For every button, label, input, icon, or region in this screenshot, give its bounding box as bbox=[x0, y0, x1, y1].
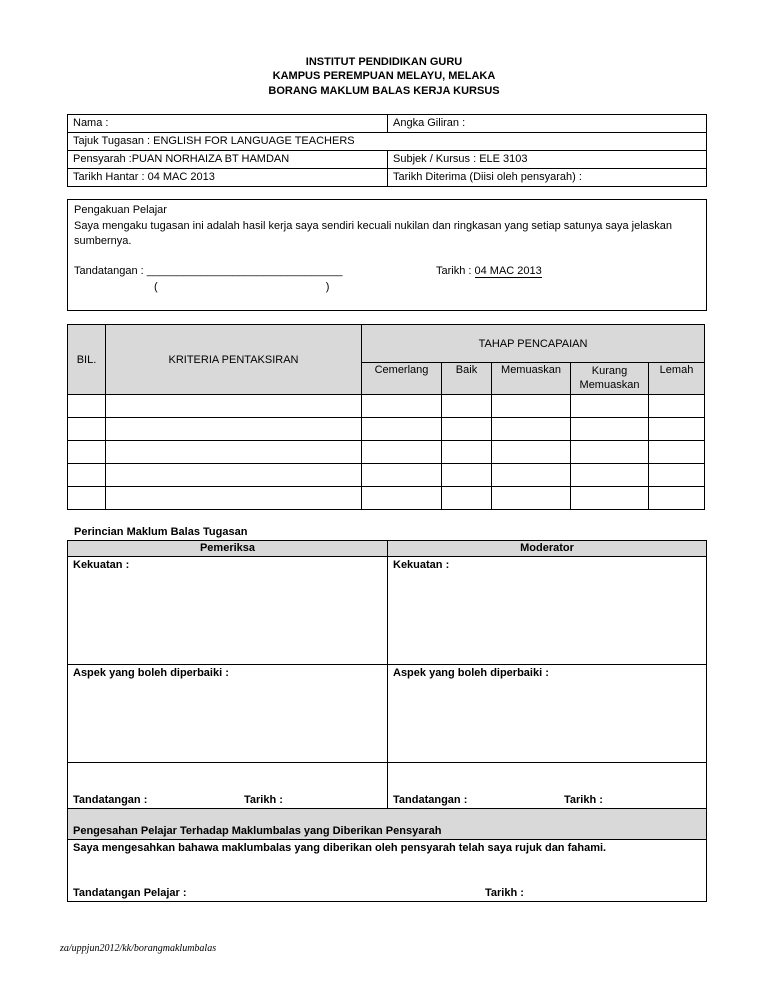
cell[interactable] bbox=[571, 464, 649, 487]
table-row bbox=[68, 418, 705, 441]
table-row bbox=[68, 464, 705, 487]
cell[interactable] bbox=[362, 395, 442, 418]
cell[interactable] bbox=[492, 464, 571, 487]
pengakuan-date-label: Tarikh : bbox=[436, 265, 475, 277]
pengakuan-signature-line[interactable]: Tandatangan : ________________________________ bbox=[74, 265, 343, 277]
pengakuan-box bbox=[67, 199, 707, 311]
cell[interactable] bbox=[362, 441, 442, 464]
cell[interactable] bbox=[649, 441, 705, 464]
cell[interactable] bbox=[492, 418, 571, 441]
table-row bbox=[68, 441, 705, 464]
feedback-section-title: Perincian Maklum Balas Tugasan bbox=[74, 526, 248, 538]
table-row bbox=[68, 395, 705, 418]
pengakuan-text: Saya mengaku tugasan ini adalah hasil kerja saya sendiri kecuali nukilan dan ringkasan yang setiap satunya saya jelaskan sumbernya. bbox=[74, 220, 673, 247]
cell[interactable] bbox=[68, 487, 106, 510]
cell[interactable] bbox=[571, 487, 649, 510]
bil-header: BIL. bbox=[68, 325, 106, 395]
pemeriksa-header: Pemeriksa bbox=[68, 541, 388, 557]
pengakuan-date bbox=[436, 265, 542, 277]
pengesahan-title: Pengesahan Pelajar Terhadap Maklumbalas yang Diberikan Pensyarah bbox=[68, 809, 707, 840]
moderator-tandatangan-label: Tandatangan : bbox=[393, 794, 468, 806]
moderator-signature[interactable] bbox=[388, 763, 707, 809]
cell[interactable] bbox=[649, 395, 705, 418]
cell[interactable] bbox=[571, 418, 649, 441]
cell[interactable] bbox=[649, 418, 705, 441]
pengesahan-tarikh-label: Tarikh : bbox=[485, 887, 524, 899]
cell[interactable] bbox=[442, 395, 492, 418]
cell[interactable] bbox=[442, 441, 492, 464]
tahap-header: TAHAP PENCAPAIAN bbox=[362, 325, 705, 363]
header-institute: INSTITUT PENDIDIKAN GURU bbox=[305, 56, 463, 68]
cell[interactable] bbox=[68, 395, 106, 418]
cell[interactable] bbox=[442, 418, 492, 441]
cell[interactable] bbox=[649, 464, 705, 487]
tarikh-hantar-field[interactable]: Tarikh Hantar : 04 MAC 2013 bbox=[68, 169, 388, 187]
kriteria-header: KRITERIA PENTAKSIRAN bbox=[106, 325, 362, 395]
level-memuaskan: Memuaskan bbox=[492, 363, 571, 395]
cell[interactable] bbox=[492, 395, 571, 418]
pemeriksa-kekuatan[interactable]: Kekuatan : bbox=[68, 557, 388, 665]
criteria-table bbox=[67, 324, 705, 510]
cell[interactable] bbox=[68, 464, 106, 487]
moderator-header: Moderator bbox=[388, 541, 707, 557]
info-table bbox=[67, 114, 707, 187]
moderator-kekuatan[interactable]: Kekuatan : bbox=[388, 557, 707, 665]
level-kurang-memuaskan: Kurang Memuaskan bbox=[571, 363, 649, 395]
pengesahan-tandatangan-label: Tandatangan Pelajar : bbox=[73, 887, 187, 899]
pemeriksa-signature[interactable] bbox=[68, 763, 388, 809]
cell[interactable] bbox=[106, 441, 362, 464]
cell[interactable] bbox=[649, 487, 705, 510]
moderator-tarikh-label: Tarikh : bbox=[564, 794, 603, 806]
cell[interactable] bbox=[106, 395, 362, 418]
cell[interactable] bbox=[106, 464, 362, 487]
feedback-table bbox=[67, 540, 707, 902]
cell[interactable] bbox=[106, 487, 362, 510]
cell[interactable] bbox=[571, 395, 649, 418]
pemeriksa-tarikh-label: Tarikh : bbox=[244, 794, 283, 806]
nama-field[interactable]: Nama : bbox=[68, 115, 388, 133]
pengesahan-text: Saya mengesahkan bahawa maklumbalas yang diberikan oleh pensyarah telah saya rujuk dan fahami. bbox=[73, 842, 607, 854]
cell[interactable] bbox=[68, 418, 106, 441]
header-form-title: BORANG MAKLUM BALAS KERJA KURSUS bbox=[268, 85, 500, 97]
pengakuan-name-bracket[interactable]: ( ) bbox=[154, 281, 330, 293]
tajuk-tugasan-field[interactable]: Tajuk Tugasan : ENGLISH FOR LANGUAGE TEACHERS bbox=[68, 133, 707, 151]
cell[interactable] bbox=[492, 487, 571, 510]
pensyarah-field[interactable]: Pensyarah :PUAN NORHAIZA BT HAMDAN bbox=[68, 151, 388, 169]
angka-giliran-field[interactable]: Angka Giliran : bbox=[388, 115, 707, 133]
pemeriksa-tandatangan-label: Tandatangan : bbox=[73, 794, 148, 806]
cell[interactable] bbox=[442, 487, 492, 510]
moderator-aspek[interactable]: Aspek yang boleh diperbaiki : bbox=[388, 665, 707, 763]
footer-reference: za/uppjun2012/kk/borangmaklumbalas bbox=[60, 943, 217, 954]
pengesahan-box[interactable] bbox=[68, 840, 707, 902]
level-baik: Baik bbox=[442, 363, 492, 395]
cell[interactable] bbox=[442, 464, 492, 487]
cell[interactable] bbox=[362, 464, 442, 487]
cell[interactable] bbox=[571, 441, 649, 464]
subjek-field[interactable]: Subjek / Kursus : ELE 3103 bbox=[388, 151, 707, 169]
level-cemerlang: Cemerlang bbox=[362, 363, 442, 395]
cell[interactable] bbox=[492, 441, 571, 464]
cell[interactable] bbox=[362, 487, 442, 510]
cell[interactable] bbox=[362, 418, 442, 441]
cell[interactable] bbox=[68, 441, 106, 464]
pengakuan-date-value[interactable]: 04 MAC 2013 bbox=[474, 265, 542, 277]
pemeriksa-aspek[interactable]: Aspek yang boleh diperbaiki : bbox=[68, 665, 388, 763]
table-row bbox=[68, 487, 705, 510]
cell[interactable] bbox=[106, 418, 362, 441]
header-campus: KAMPUS PEREMPUAN MELAYU, MELAKA bbox=[272, 70, 496, 82]
pengakuan-title: Pengakuan Pelajar bbox=[74, 204, 167, 216]
tarikh-diterima-field[interactable]: Tarikh Diterima (Diisi oleh pensyarah) : bbox=[388, 169, 707, 187]
level-lemah: Lemah bbox=[649, 363, 705, 395]
